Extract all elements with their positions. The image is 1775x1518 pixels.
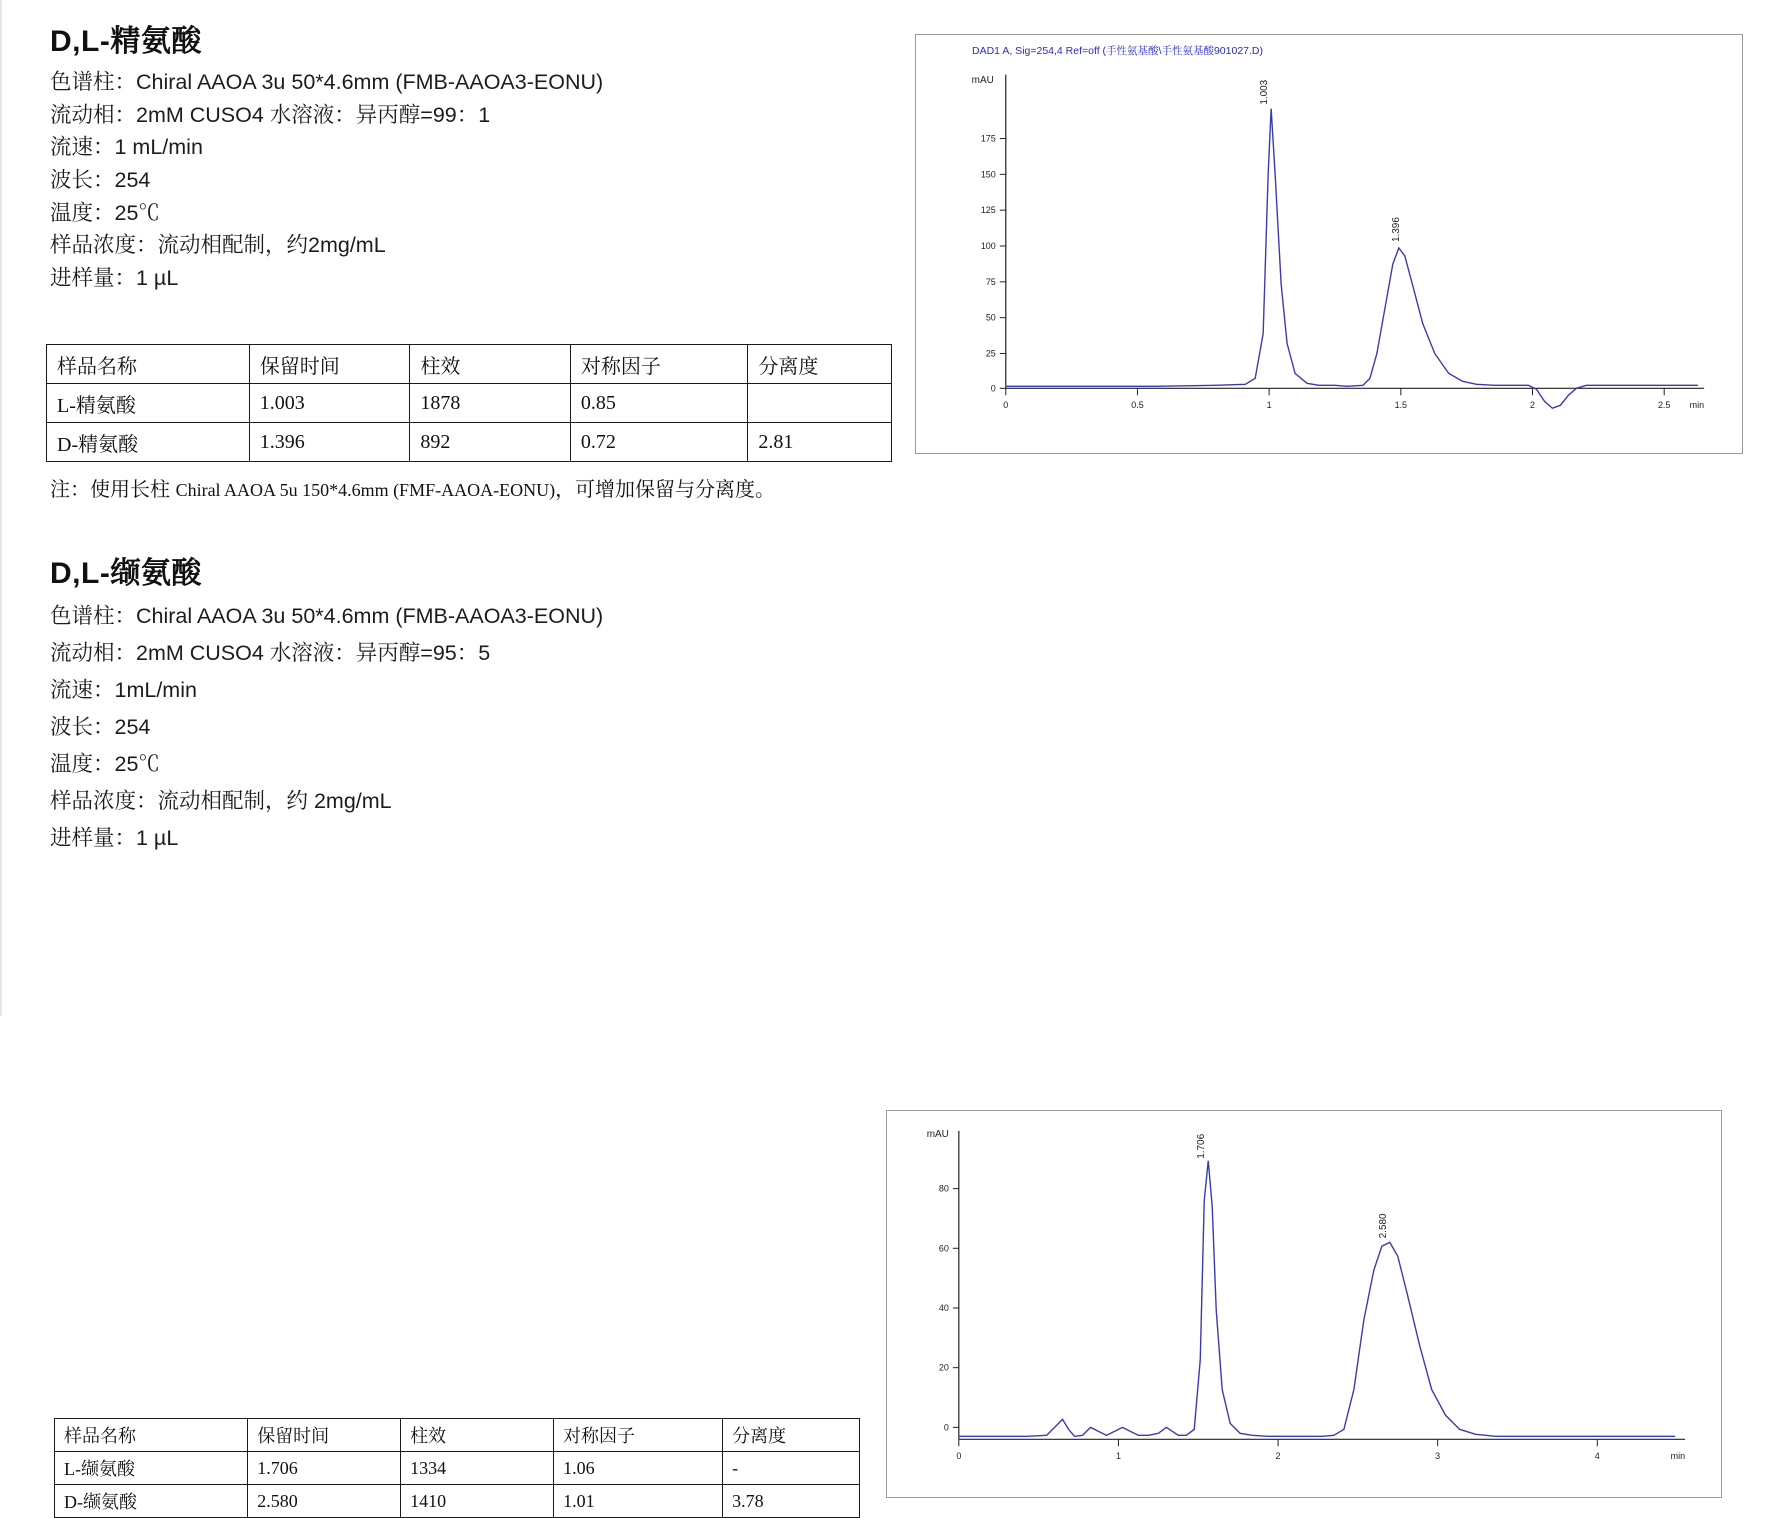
- cell-retention-time: 1.003: [249, 384, 410, 423]
- svg-text:100: 100: [980, 240, 996, 251]
- svg-text:175: 175: [980, 133, 996, 144]
- footnote-column-code: Chiral AAOA 5u 150*4.6mm (FMF-AAOA-EONU): [175, 480, 556, 500]
- col-header-resolution: 分离度: [723, 1419, 860, 1452]
- results-table-arginine: [46, 344, 892, 462]
- cell-symmetry: 0.72: [570, 423, 747, 462]
- svg-text:2.580: 2.580: [1377, 1213, 1389, 1239]
- table-row: [55, 1452, 860, 1485]
- table-row: [47, 384, 892, 423]
- param-mobile-phase: 流动相：2mM CUSO4 水溶液：异丙醇=95：5: [50, 640, 491, 665]
- svg-text:2: 2: [1275, 1451, 1281, 1462]
- valine-text-column: [50, 548, 910, 857]
- param-injection-volume: 进样量：1 µL: [50, 266, 179, 291]
- param-column: 色谱柱：Chiral AAOA 3u 50*4.6mm (FMB-AAOA3-EONU): [50, 604, 604, 628]
- results-table-valine: [54, 1418, 860, 1518]
- svg-text:0: 0: [956, 1451, 962, 1462]
- col-header-efficiency: 柱效: [401, 1419, 554, 1452]
- svg-text:4: 4: [1594, 1451, 1600, 1462]
- cell-symmetry: 1.01: [554, 1485, 723, 1518]
- svg-text:2: 2: [1530, 400, 1536, 411]
- param-temperature: 温度：25℃: [50, 751, 160, 776]
- svg-text:3: 3: [1435, 1451, 1441, 1462]
- svg-text:min: min: [1670, 1451, 1686, 1462]
- cell-sample-name: L-精氨酸: [47, 384, 250, 423]
- svg-text:1.5: 1.5: [1394, 400, 1408, 411]
- page-title-valine: D,L-缬氨酸: [50, 557, 202, 590]
- svg-text:2.5: 2.5: [1657, 400, 1671, 411]
- table-row: [47, 423, 892, 462]
- param-column: 色谱柱：Chiral AAOA 3u 50*4.6mm (FMB-AAOA3-EONU): [50, 70, 604, 94]
- svg-text:mAU: mAU: [926, 1128, 949, 1140]
- param-temperature: 温度：25℃: [50, 200, 160, 225]
- col-header-retention-time: 保留时间: [249, 345, 410, 384]
- page-title-arginine: D,L-精氨酸: [50, 25, 202, 58]
- col-header-symmetry: 对称因子: [570, 345, 747, 384]
- col-header-sample-name: 样品名称: [47, 345, 250, 384]
- svg-text:25: 25: [985, 348, 996, 359]
- cell-efficiency: 1334: [401, 1452, 554, 1485]
- cell-retention-time: 1.706: [248, 1452, 401, 1485]
- cell-sample-name: D-缬氨酸: [55, 1485, 248, 1518]
- footnote-suffix: ，可增加保留与分离度。: [555, 479, 776, 501]
- cell-resolution: [748, 384, 892, 423]
- chromatogram-arginine-svg: [916, 35, 1742, 453]
- svg-text:1: 1: [1115, 1451, 1121, 1462]
- cell-sample-name: L-缬氨酸: [55, 1452, 248, 1485]
- svg-text:0.5: 0.5: [1131, 400, 1144, 411]
- arginine-parameter-list: [50, 66, 910, 295]
- svg-text:125: 125: [980, 205, 996, 216]
- svg-text:0: 0: [1003, 400, 1009, 411]
- cell-sample-name: D-精氨酸: [47, 423, 250, 462]
- cell-symmetry: 1.06: [554, 1452, 723, 1485]
- chromatogram-arginine: [915, 34, 1743, 454]
- cell-efficiency: 892: [410, 423, 571, 462]
- svg-text:150: 150: [980, 169, 996, 180]
- table-header-row: [47, 345, 892, 384]
- svg-text:1: 1: [1266, 400, 1272, 411]
- col-header-sample-name: 样品名称: [55, 1419, 248, 1452]
- svg-text:mAU: mAU: [971, 74, 994, 86]
- col-header-symmetry: 对称因子: [554, 1419, 723, 1452]
- cell-retention-time: 1.396: [249, 423, 410, 462]
- svg-text:50: 50: [985, 312, 996, 323]
- svg-text:min: min: [1689, 400, 1705, 411]
- table-row: [55, 1485, 860, 1518]
- arginine-text-column: [50, 16, 910, 295]
- svg-text:1.396: 1.396: [1390, 217, 1402, 243]
- table-header-row: [55, 1419, 860, 1452]
- cell-efficiency: 1878: [410, 384, 571, 423]
- svg-text:80: 80: [938, 1183, 949, 1194]
- svg-text:0: 0: [943, 1422, 949, 1433]
- valine-parameter-list: [50, 598, 910, 857]
- cell-resolution: 2.81: [748, 423, 892, 462]
- svg-text:40: 40: [938, 1302, 949, 1313]
- chromatogram-valine-svg: [887, 1111, 1721, 1497]
- param-mobile-phase: 流动相：2mM CUSO4 水溶液：异丙醇=99：1: [50, 102, 491, 127]
- param-flow-rate: 流速：1 mL/min: [50, 135, 203, 160]
- svg-text:75: 75: [985, 276, 996, 287]
- chromatogram-valine: [886, 1110, 1722, 1498]
- cell-resolution: 3.78: [723, 1485, 860, 1518]
- col-header-resolution: 分离度: [748, 345, 892, 384]
- cell-symmetry: 0.85: [570, 384, 747, 423]
- cell-resolution: -: [723, 1452, 860, 1485]
- svg-text:1.706: 1.706: [1196, 1133, 1208, 1159]
- param-sample-concentration: 样品浓度：流动相配制，约 2mg/mL: [50, 788, 392, 813]
- footnote-arginine: [50, 473, 775, 502]
- param-wavelength: 波长：254: [50, 168, 151, 193]
- svg-text:1.003: 1.003: [1259, 79, 1271, 105]
- cell-retention-time: 2.580: [248, 1485, 401, 1518]
- svg-text:0: 0: [990, 383, 996, 394]
- col-header-efficiency: 柱效: [410, 345, 571, 384]
- param-wavelength: 波长：254: [50, 714, 151, 739]
- footnote-prefix: 注：使用长柱: [50, 479, 176, 501]
- svg-text:20: 20: [938, 1362, 949, 1373]
- param-sample-concentration: 样品浓度：流动相配制，约2mg/mL: [50, 233, 386, 258]
- svg-text:60: 60: [938, 1243, 949, 1254]
- col-header-retention-time: 保留时间: [248, 1419, 401, 1452]
- param-flow-rate: 流速：1mL/min: [50, 677, 197, 702]
- param-injection-volume: 进样量：1 µL: [50, 825, 179, 850]
- chromatogram-header-label: DAD1 A, Sig=254,4 Ref=off (手性氨基酸\手性氨基酸901027.D): [972, 45, 1264, 57]
- cell-efficiency: 1410: [401, 1485, 554, 1518]
